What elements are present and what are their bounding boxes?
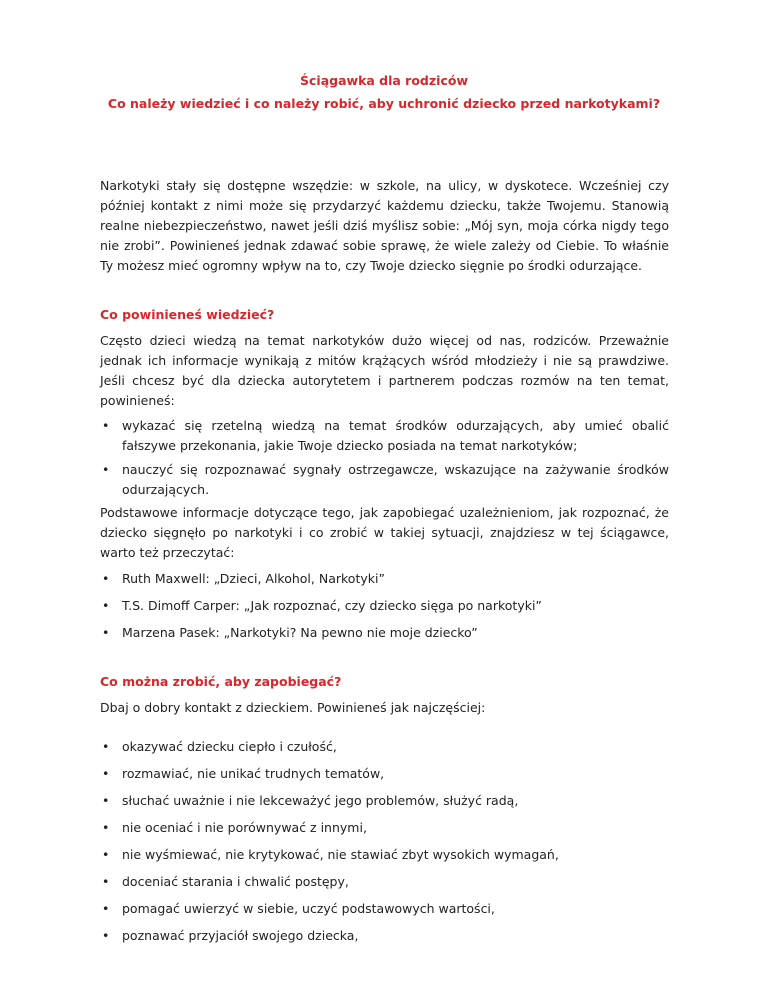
list-item: • słuchać uważnie i nie lekceważyć jego problemów, służyć radą, [100, 791, 669, 811]
section1-paragraph: Często dzieci wiedzą na temat narkotyków dużo więcej od nas, rodziców. Przeważnie jednak ich informacje wynikają z mitów krążących wśród młodzieży i nie są prawdziwe. Jeśli chcesz być dla dziecka autorytetem i partnerem podczas rozmów na ten temat, powinieneś: [100, 333, 669, 408]
bullet-icon: • [102, 418, 110, 433]
bullet-icon: • [102, 766, 110, 781]
list-item: • nauczyć się rozpoznawać sygnały ostrzegawcze, wskazujące na zażywanie środków odurzających. [102, 462, 669, 497]
bullet-icon: • [102, 847, 110, 862]
document-title: Ściągawka dla rodziców [300, 73, 468, 88]
list-item: • okazywać dziecku ciepło i czułość, [100, 737, 669, 757]
bullet-icon: • [102, 571, 110, 586]
bullet-icon: • [102, 598, 110, 613]
list-item: • Ruth Maxwell: „Dzieci, Alkohol, Narkotyki” [100, 569, 669, 589]
section-heading-prevention: Co można zrobić, aby zapobiegać? [100, 674, 342, 689]
list-item: • Marzena Pasek: „Narkotyki? Na pewno nie moje dziecko” [100, 623, 669, 643]
bullet-icon: • [102, 625, 110, 640]
list-item: • T.S. Dimoff Carper: „Jak rozpoznać, czy dziecko sięga po narkotyki” [100, 596, 669, 616]
intro-paragraph: Narkotyki stały się dostępne wszędzie: w szkole, na ulicy, w dyskotece. Wcześniej czy później kontakt z nimi może się przydarzyć każdemu dziecku, także Twojemu. Stanowią realne niebezpieczeństwo, nawet jeśli dziś myślisz sobie: „Mój syn, moja córka nigdy tego nie zrobi”. Powinieneś jednak zdawać sobie sprawę, że wiele zależy od Ciebie. To właśnie Ty możesz mieć ogromny wpływ na to, czy Twoje dziecko sięgnie po środki odurzające. [100, 178, 669, 273]
bullet-icon: • [102, 739, 110, 754]
list-item: • doceniać starania i chwalić postępy, [100, 872, 669, 892]
bullet-icon: • [102, 820, 110, 835]
bullet-icon: • [102, 928, 110, 943]
list-item: • nie oceniać i nie porównywać z innymi, [100, 818, 669, 838]
list-item: • poznawać przyjaciół swojego dziecka, [100, 926, 669, 946]
bullet-icon: • [102, 874, 110, 889]
section1-paragraph-2: Podstawowe informacje dotyczące tego, jak zapobiegać uzależnieniom, jak rozpoznać, że dziecko sięgnęło po narkotyki i co zrobić w takiej sytuacji, znajdziesz w tej ściągawce, warto też przeczytać: [100, 505, 669, 560]
list-item: • nie wyśmiewać, nie krytykować, nie stawiać zbyt wysokich wymagań, [100, 845, 669, 865]
document-subtitle: Co należy wiedzieć i co należy robić, aby uchronić dziecko przed narkotykami? [107, 96, 661, 111]
section-heading-knowledge: Co powinieneś wiedzieć? [100, 307, 275, 322]
bullet-icon: • [102, 462, 110, 477]
list-item: • pomagać uwierzyć w siebie, uczyć podstawowych wartości, [100, 899, 669, 919]
bullet-icon: • [102, 793, 110, 808]
list-item: • wykazać się rzetelną wiedzą na temat środków odurzających, aby umieć obalić fałszywe przekonania, jakie Twoje dziecko posiada na temat narkotyków; [102, 418, 669, 453]
section2-paragraph: Dbaj o dobry kontakt z dzieckiem. Powinieneś jak najczęściej: [100, 700, 486, 715]
list-item: • rozmawiać, nie unikać trudnych tematów, [100, 764, 669, 784]
bullet-icon: • [102, 901, 110, 916]
